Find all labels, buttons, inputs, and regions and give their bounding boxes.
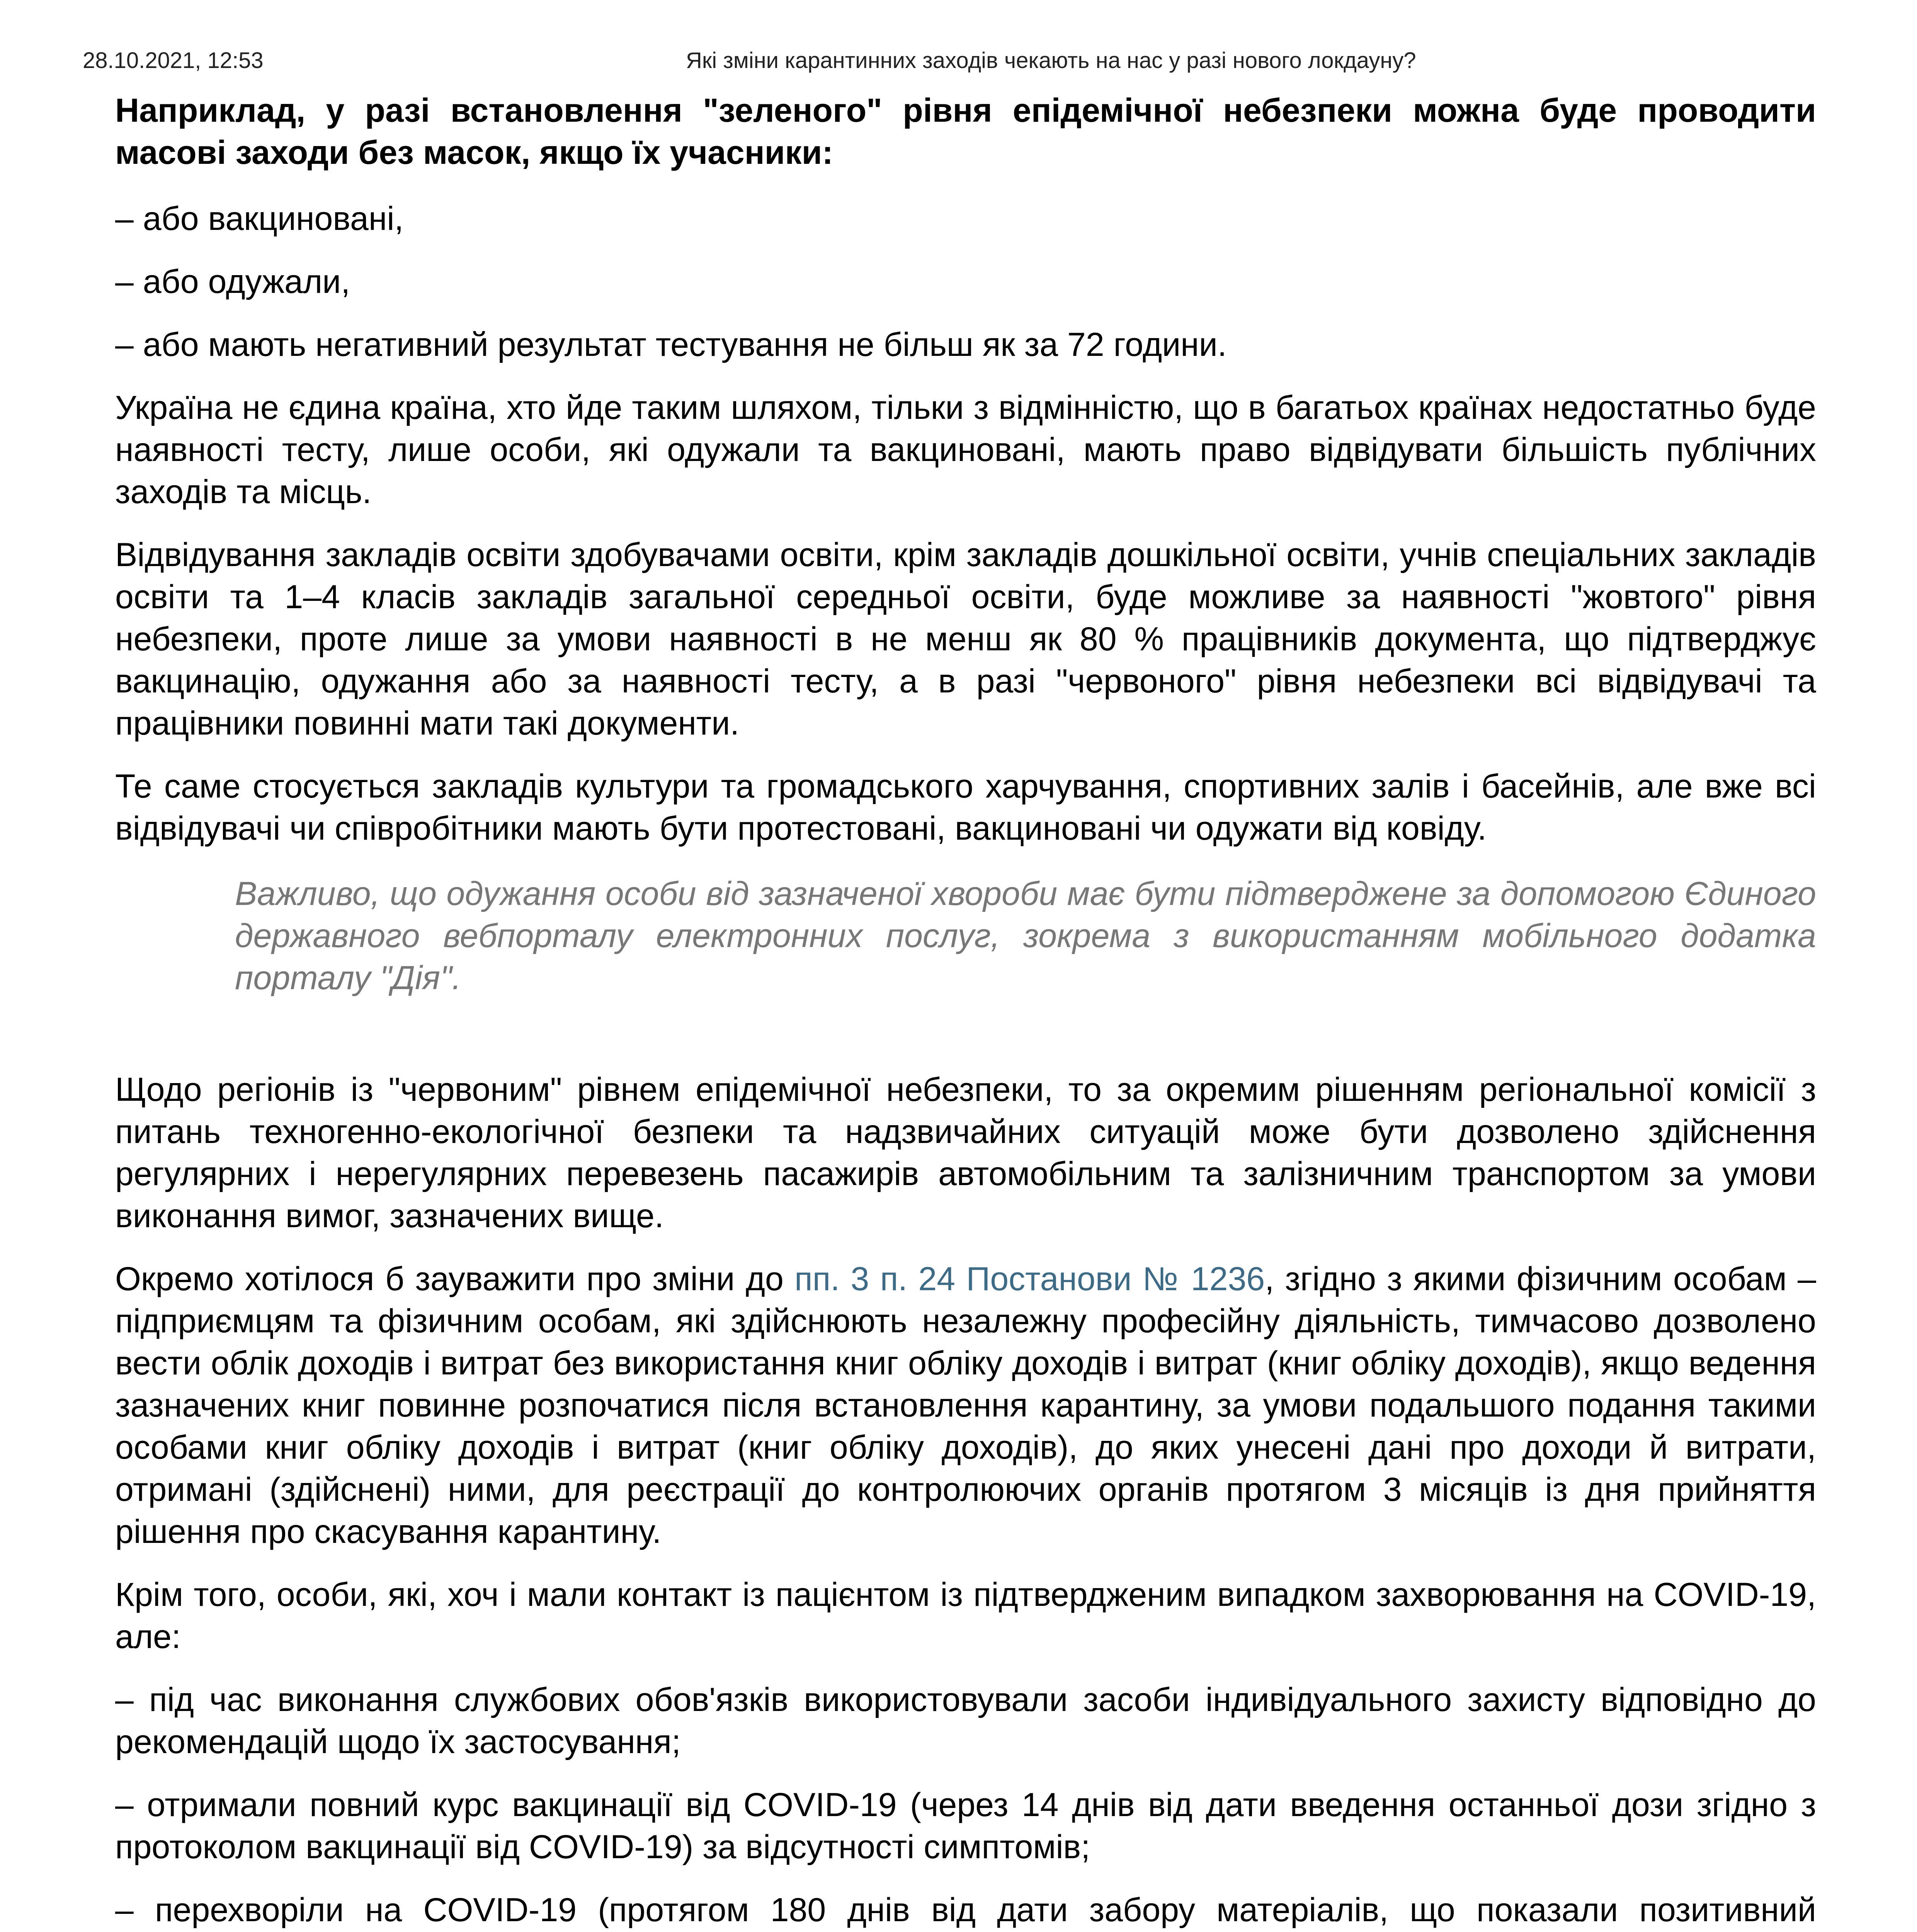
resolution-1236-link[interactable]: пп. 3 п. 24 Постанови № 1236 xyxy=(794,1260,1265,1298)
paragraph-separately-rest: , згідно з якими фізичним особам – підприємцям та фізичним особам, які здійснюють незалежну професійну діяльність, тимчасово дозволено вести облік доходів і витрат без використання книг обліку доходів і витрат (книг обліку доходів), якщо ведення зазначених книг повинне розпочатися після встановлення карантину, за умови подальшого подання такими особами книг обліку доходів і витрат (книг обліку доходів), до яких унесені дані про доходи й витрати, отримані (здійснені) ними, для реєстрації до контролюючих органів протягом 3 місяців із дня прийняття рішення про скасування карантину. xyxy=(115,1260,1816,1550)
print-datetime: 28.10.2021, 12:53 xyxy=(83,48,264,73)
print-header xyxy=(0,47,1917,74)
paragraph-ukraine: Україна не єдина країна, хто йде таким шляхом, тільки з відмінністю, що в багатьох країнах недостатньо буде наявності тесту, лише особи, які одужали та вакциновані, мають право відвідувати більшість публічних заходів та місць. xyxy=(115,389,1816,510)
list-item: – або вакциновані, xyxy=(115,200,404,237)
lead-paragraph: Наприклад, у разі встановлення "зеленого" рівня епідемічної небезпеки можна буде проводити масові заходи без масок, якщо їх учасники: xyxy=(115,92,1816,171)
paragraph-contacts: Крім того, особи, які, хоч і мали контакт із пацієнтом із підтвердженим випадком захворювання на COVID-19, але: xyxy=(115,1576,1816,1655)
paragraph-culture: Те саме стосується закладів культури та громадського харчування, спортивних залів і басейнів, але вже всі відвідувачі чи співробітники мають бути протестовані, вакциновані чи одужати від ковіду. xyxy=(115,768,1816,847)
paragraph-separately-start: Окремо хотілося б зауважити про зміни до xyxy=(115,1260,795,1298)
blockquote-note: Важливо, що одужання особи від зазначеної хвороби має бути підтверджене за допомогою Єдиного державного вебпорталу електронних послуг, зокрема з використанням мобільного додатка порталу "Дія". xyxy=(235,875,1816,997)
list-item: – перехворіли на COVID-19 (протягом 180 днів від дати забору матеріалів, що показали позитивний xyxy=(115,1891,1816,1929)
article-body xyxy=(115,90,1816,1932)
list-item: – під час виконання службових обов'язків використовували засоби індивідуального захисту відповідно до рекомендацій щодо їх застосування; xyxy=(115,1681,1816,1760)
paragraph-separately xyxy=(115,1258,1816,1553)
paragraph-regions: Щодо регіонів із "червоним" рівнем епідемічної небезпеки, то за окремим рішенням регіональної комісії з питань техногенно-екологічної безпеки та надзвичайних ситуацій може бути дозволено здійснення регулярних і нерегулярних перевезень пасажирів автомобільним та залізничним транспортом за умови виконання вимог, зазначених вище. xyxy=(115,1071,1816,1235)
list-item: – отримали повний курс вакцинації від COVID-19 (через 14 днів від дати введення останньої дози згідно з протоколом вакцинації від COVID-19) за відсутності симптомів; xyxy=(115,1786,1816,1866)
list-item: – або мають негативний результат тестування не більш як за 72 години. xyxy=(115,326,1227,363)
print-page-title: Які зміни карантинних заходів чекають на нас у разі нового локдауну? xyxy=(686,48,1416,73)
list-item: – або одужали, xyxy=(115,263,350,300)
paragraph-education: Відвідування закладів освіти здобувачами освіти, крім закладів дошкільної освіти, учнів спеціальних закладів освіти та 1–4 класів закладів загальної середньої освіти, буде можливе за наявності "жовтого" рівня небезпеки, проте лише за умови наявності в не менш як 80 % працівників документа, що підтверджує вакцинацію, одужання або за наявності тесту, а в разі "червоного" рівня небезпеки всі відвідувачі та працівники повинні мати такі документи. xyxy=(115,536,1816,742)
